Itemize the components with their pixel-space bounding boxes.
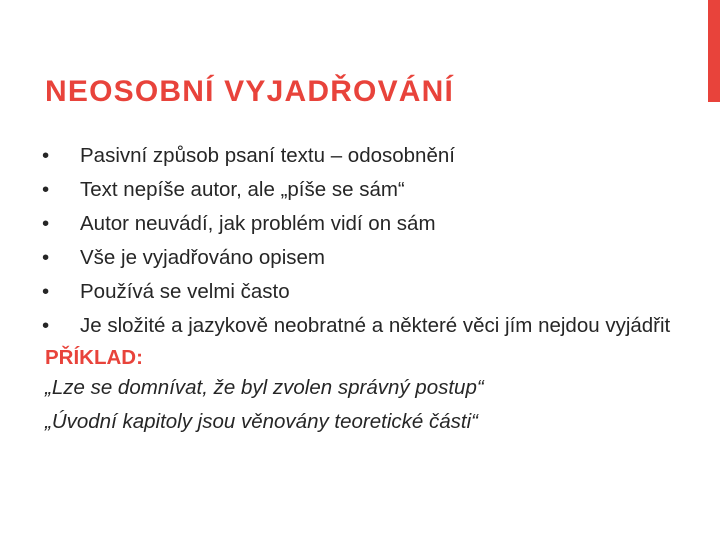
bullet-text: Text nepíše autor, ale „píše se sám“ — [80, 178, 405, 201]
bullet-item — [42, 142, 685, 169]
bullet-text: Vše je vyjadřováno opisem — [80, 246, 325, 269]
bullet-icon: • — [42, 246, 50, 269]
bullet-icon: • — [42, 178, 50, 201]
bullet-text: Autor neuvádí, jak problém vidí on sám — [80, 212, 436, 235]
bullet-item — [42, 312, 685, 339]
bullet-text: Používá se velmi často — [80, 280, 290, 303]
accent-bar — [708, 0, 720, 102]
bullet-item — [42, 278, 685, 305]
bullet-item — [42, 176, 685, 203]
bullet-icon: • — [42, 280, 50, 303]
example-quote: „Úvodní kapitoly jsou věnovány teoretické části“ — [45, 410, 478, 433]
bullet-text: Je složité a jazykově neobratné a některé věci jím nejdou vyjádřit — [80, 314, 671, 337]
bullet-item — [42, 210, 685, 237]
bullet-item — [42, 244, 685, 271]
bullet-icon: • — [42, 314, 50, 337]
example-quote: „Lze se domnívat, že byl zvolen správný postup“ — [45, 376, 484, 399]
slide-title: NEOSOBNÍ VYJADŘOVÁNÍ — [45, 75, 455, 108]
slide-content — [42, 142, 685, 439]
example-label: PŘÍKLAD: — [45, 346, 143, 369]
bullet-icon: • — [42, 144, 50, 167]
bullet-icon: • — [42, 212, 50, 235]
bullet-list — [42, 142, 685, 339]
bullet-text: Pasivní způsob psaní textu – odosobnění — [80, 144, 455, 167]
